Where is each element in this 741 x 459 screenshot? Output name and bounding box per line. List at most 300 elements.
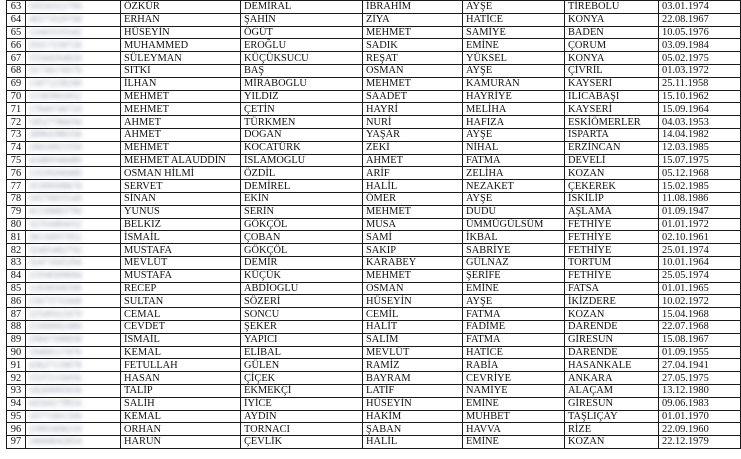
- row-number-cell: 70: [7, 90, 26, 103]
- redacted-id-text: 32354484432: [29, 218, 82, 229]
- birth-date-cell: 25.11.1958: [659, 77, 741, 90]
- birth-place-cell: KAYSERİ: [565, 103, 659, 116]
- id-number-redacted-cell: [26, 13, 121, 26]
- redacted-id-text: 35399598676: [29, 180, 82, 191]
- father-name-cell: HALİT: [363, 320, 463, 333]
- redacted-id-text: 11383962652: [29, 90, 82, 101]
- row-number-cell: 65: [7, 26, 26, 39]
- id-number-redacted-cell: [26, 116, 121, 129]
- birth-date-cell: 22.09.1960: [659, 423, 741, 436]
- id-number-redacted-cell: [26, 359, 121, 372]
- surname-cell: GÖKÇÖL: [241, 244, 363, 257]
- first-name-cell: SİNAN: [121, 192, 241, 205]
- mother-name-cell: KAMURAN: [463, 77, 565, 90]
- birth-date-cell: 05.12.1968: [659, 167, 741, 180]
- surname-cell: DEMİR: [241, 256, 363, 269]
- redacted-id-text: 35017230726: [29, 39, 82, 50]
- birth-date-cell: 22.12.1979: [659, 436, 741, 449]
- row-number-cell: 86: [7, 295, 26, 308]
- id-number-redacted-cell: [26, 90, 121, 103]
- redacted-id-text: 32471845294: [29, 257, 82, 268]
- mother-name-cell: AYŞE: [463, 64, 565, 77]
- surname-cell: DOĞAN: [241, 128, 363, 141]
- surname-cell: YAPICI: [241, 333, 363, 346]
- surname-cell: DEMİREL: [241, 180, 363, 193]
- surname-cell: BAŞ: [241, 64, 363, 77]
- father-name-cell: LATİF: [363, 384, 463, 397]
- surname-cell: ÖĞÜT: [241, 26, 363, 39]
- father-name-cell: MEHMET: [363, 205, 463, 218]
- first-name-cell: FETULLAH: [121, 359, 241, 372]
- table-row: [7, 231, 741, 244]
- row-number-cell: 77: [7, 180, 26, 193]
- birth-date-cell: 22.08.1967: [659, 13, 741, 26]
- id-number-redacted-cell: [26, 64, 121, 77]
- birth-place-cell: DEVELİ: [565, 154, 659, 167]
- surname-cell: ŞAHİN: [241, 13, 363, 26]
- table-row: [7, 1, 741, 14]
- redacted-id-text: 18269995936: [29, 385, 82, 396]
- first-name-cell: BELKIZ: [121, 218, 241, 231]
- birth-place-cell: DARENDE: [565, 346, 659, 359]
- mother-name-cell: FADİME: [463, 320, 565, 333]
- row-number-cell: 94: [7, 397, 26, 410]
- birth-date-cell: 15.08.1967: [659, 333, 741, 346]
- birth-date-cell: 09.06.1983: [659, 397, 741, 410]
- redacted-id-text: 18616921550: [29, 142, 82, 153]
- row-number-cell: 67: [7, 52, 26, 65]
- mother-name-cell: ZELİHA: [463, 167, 565, 180]
- birth-date-cell: 15.10.1962: [659, 90, 741, 103]
- table-row: [7, 372, 741, 385]
- table-row: [7, 205, 741, 218]
- table-row: [7, 308, 741, 321]
- first-name-cell: MUSTAFA: [121, 269, 241, 282]
- table-row: [7, 384, 741, 397]
- redacted-id-text: 31738176570: [29, 65, 82, 76]
- birth-place-cell: FETHİYE: [565, 269, 659, 282]
- surname-cell: YILDIZ: [241, 90, 363, 103]
- birth-place-cell: KOZAN: [565, 308, 659, 321]
- table-row: [7, 90, 741, 103]
- surname-cell: SONCU: [241, 308, 363, 321]
- birth-date-cell: 10.05.1976: [659, 26, 741, 39]
- father-name-cell: AHMET: [363, 154, 463, 167]
- birth-place-cell: TİREBOLU: [565, 1, 659, 14]
- mother-name-cell: FATMA: [463, 333, 565, 346]
- table-row: [7, 128, 741, 141]
- table-row: [7, 269, 741, 282]
- surname-cell: GÖKÇÖL: [241, 218, 363, 231]
- row-number-cell: 85: [7, 282, 26, 295]
- first-name-cell: CEMAL: [121, 308, 241, 321]
- birth-date-cell: 01.03.1972: [659, 64, 741, 77]
- redacted-id-text: 13339268480: [29, 167, 82, 178]
- surname-cell: ÖZDİL: [241, 167, 363, 180]
- table-row: [7, 180, 741, 193]
- first-name-cell: SÜLEYMAN: [121, 52, 241, 65]
- id-number-redacted-cell: [26, 1, 121, 14]
- table-row: [7, 282, 741, 295]
- father-name-cell: ARİF: [363, 167, 463, 180]
- mother-name-cell: MUHBET: [463, 410, 565, 423]
- mother-name-cell: SAMİYE: [463, 26, 565, 39]
- table-row: [7, 256, 741, 269]
- row-number-cell: 96: [7, 423, 26, 436]
- row-number-cell: 92: [7, 372, 26, 385]
- row-number-cell: 66: [7, 39, 26, 52]
- father-name-cell: OSMAN: [363, 282, 463, 295]
- row-number-cell: 75: [7, 154, 26, 167]
- birth-place-cell: ALAÇAM: [565, 384, 659, 397]
- redacted-id-text: 16556322790: [29, 1, 82, 12]
- birth-date-cell: 10.01.1964: [659, 256, 741, 269]
- table-row: [7, 333, 741, 346]
- redacted-id-text: 13071238180: [29, 78, 82, 89]
- birth-place-cell: ILICABAŞI: [565, 90, 659, 103]
- row-number-cell: 78: [7, 192, 26, 205]
- row-number-cell: 82: [7, 244, 26, 257]
- redacted-id-text: 29847598858: [29, 334, 82, 345]
- birth-date-cell: 01.01.1965: [659, 282, 741, 295]
- father-name-cell: MEVLÜT: [363, 346, 463, 359]
- redacted-id-text: 43627119878: [29, 359, 82, 370]
- surname-cell: EKMEKÇİ: [241, 384, 363, 397]
- mother-name-cell: AYŞE: [463, 295, 565, 308]
- surname-cell: GÜLEN: [241, 359, 363, 372]
- first-name-cell: MUHAMMED: [121, 39, 241, 52]
- redacted-id-text: 19408117876: [29, 346, 82, 357]
- id-number-redacted-cell: [26, 346, 121, 359]
- birth-place-cell: KOZAN: [565, 167, 659, 180]
- birth-place-cell: KONYA: [565, 52, 659, 65]
- father-name-cell: ŞABAN: [363, 423, 463, 436]
- id-number-redacted-cell: [26, 308, 121, 321]
- id-number-redacted-cell: [26, 295, 121, 308]
- father-name-cell: CEMİL: [363, 308, 463, 321]
- father-name-cell: ZİYA: [363, 13, 463, 26]
- mother-name-cell: İKBAL: [463, 231, 565, 244]
- table-row: [7, 192, 741, 205]
- table-row: [7, 141, 741, 154]
- table-row: [7, 436, 741, 449]
- father-name-cell: REŞAT: [363, 52, 463, 65]
- row-number-cell: 95: [7, 410, 26, 423]
- birth-place-cell: TAŞLIÇAY: [565, 410, 659, 423]
- row-number-cell: 83: [7, 256, 26, 269]
- redacted-id-text: 15344264826: [29, 52, 82, 63]
- row-number-cell: 76: [7, 167, 26, 180]
- birth-date-cell: 05.02.1975: [659, 52, 741, 65]
- id-number-redacted-cell: [26, 218, 121, 231]
- row-number-cell: 90: [7, 346, 26, 359]
- row-number-cell: 80: [7, 218, 26, 231]
- mother-name-cell: HAVVA: [463, 423, 565, 436]
- surname-cell: ÇEVLİK: [241, 436, 363, 449]
- row-number-cell: 69: [7, 77, 26, 90]
- surname-cell: ABDİOĞLU: [241, 282, 363, 295]
- id-number-redacted-cell: [26, 167, 121, 180]
- mother-name-cell: CEVRİYE: [463, 372, 565, 385]
- first-name-cell: KEMAL: [121, 410, 241, 423]
- birth-date-cell: 10.02.1972: [659, 295, 741, 308]
- birth-place-cell: ÇİVRİL: [565, 64, 659, 77]
- id-number-redacted-cell: [26, 52, 121, 65]
- father-name-cell: SADIK: [363, 39, 463, 52]
- row-number-cell: 68: [7, 64, 26, 77]
- father-name-cell: SAMİ: [363, 231, 463, 244]
- table-row: [7, 410, 741, 423]
- birth-date-cell: 14.04.1982: [659, 128, 741, 141]
- father-name-cell: MEHMET: [363, 77, 463, 90]
- table-row: [7, 26, 741, 39]
- table-row: [7, 346, 741, 359]
- id-number-redacted-cell: [26, 231, 121, 244]
- redacted-id-text: 46573529708: [29, 14, 82, 25]
- redacted-id-text: 28964388356: [29, 129, 82, 140]
- mother-name-cell: HATİCE: [463, 13, 565, 26]
- father-name-cell: ZEKİ: [363, 141, 463, 154]
- surname-cell: ÇİÇEK: [241, 372, 363, 385]
- table-row: [7, 397, 741, 410]
- redacted-id-text: 16576835540: [29, 193, 82, 204]
- birth-date-cell: 15.07.1975: [659, 154, 741, 167]
- birth-date-cell: 02.10.1961: [659, 231, 741, 244]
- table-row: [7, 52, 741, 65]
- birth-date-cell: 27.04.1941: [659, 359, 741, 372]
- first-name-cell: YUNUS: [121, 205, 241, 218]
- row-number-cell: 91: [7, 359, 26, 372]
- mother-name-cell: NİHAL: [463, 141, 565, 154]
- table-row: [7, 423, 741, 436]
- redacted-id-text: 41338883790: [29, 206, 82, 217]
- row-number-cell: 64: [7, 13, 26, 26]
- mother-name-cell: HATİCE: [463, 346, 565, 359]
- first-name-cell: KEMAL: [121, 346, 241, 359]
- id-number-redacted-cell: [26, 410, 121, 423]
- birth-date-cell: 22.07.1968: [659, 320, 741, 333]
- birth-date-cell: 25.05.1974: [659, 269, 741, 282]
- father-name-cell: SAADET: [363, 90, 463, 103]
- mother-name-cell: FATMA: [463, 308, 565, 321]
- birth-place-cell: ÇORUM: [565, 39, 659, 52]
- father-name-cell: HAKİM: [363, 410, 463, 423]
- birth-date-cell: 15.09.1964: [659, 103, 741, 116]
- birth-place-cell: DARENDE: [565, 320, 659, 333]
- first-name-cell: MEHMET: [121, 141, 241, 154]
- mother-name-cell: EMİNE: [463, 39, 565, 52]
- id-number-redacted-cell: [26, 39, 121, 52]
- birth-place-cell: ERZİNCAN: [565, 141, 659, 154]
- father-name-cell: NURİ: [363, 116, 463, 129]
- birth-place-cell: FETHİYE: [565, 218, 659, 231]
- id-number-redacted-cell: [26, 154, 121, 167]
- row-number-cell: 81: [7, 231, 26, 244]
- surname-cell: KÜÇÜK: [241, 269, 363, 282]
- birth-date-cell: 01.09.1955: [659, 346, 741, 359]
- id-number-redacted-cell: [26, 282, 121, 295]
- mother-name-cell: DUDU: [463, 205, 565, 218]
- first-name-cell: HASAN: [121, 372, 241, 385]
- first-name-cell: SALİH: [121, 397, 241, 410]
- mother-name-cell: ŞERİFE: [463, 269, 565, 282]
- first-name-cell: SULTAN: [121, 295, 241, 308]
- father-name-cell: HÜSEYİN: [363, 397, 463, 410]
- birth-place-cell: KOZAN: [565, 436, 659, 449]
- father-name-cell: MUSA: [363, 218, 463, 231]
- id-number-redacted-cell: [26, 244, 121, 257]
- mother-name-cell: AYŞE: [463, 192, 565, 205]
- father-name-cell: HALİL: [363, 436, 463, 449]
- table-row: [7, 218, 741, 231]
- birth-place-cell: AŞLAMA: [565, 205, 659, 218]
- father-name-cell: RAMİZ: [363, 359, 463, 372]
- row-number-cell: 73: [7, 128, 26, 141]
- first-name-cell: TALİP: [121, 384, 241, 397]
- father-name-cell: ÖMER: [363, 192, 463, 205]
- mother-name-cell: HAFIZA: [463, 116, 565, 129]
- redacted-id-text: 43480548480: [29, 154, 82, 165]
- birth-date-cell: 25.01.1974: [659, 244, 741, 257]
- birth-place-cell: FETHİYE: [565, 231, 659, 244]
- surname-cell: ÇETİN: [241, 103, 363, 116]
- redacted-id-text: 18527786056: [29, 116, 82, 127]
- redacted-id-text: 32405482792: [29, 244, 82, 255]
- surname-cell: TORNACI: [241, 423, 363, 436]
- redacted-id-text: 23993498210: [29, 423, 82, 434]
- id-number-redacted-cell: [26, 128, 121, 141]
- mother-name-cell: EMİNE: [463, 436, 565, 449]
- table-row: [7, 295, 741, 308]
- redacted-id-text: 15673731668: [29, 295, 82, 306]
- id-number-redacted-cell: [26, 436, 121, 449]
- first-name-cell: RECEP: [121, 282, 241, 295]
- table-row: [7, 244, 741, 257]
- id-number-redacted-cell: [26, 372, 121, 385]
- mother-name-cell: SABRİYE: [463, 244, 565, 257]
- birth-place-cell: ESKİÖMERLER: [565, 116, 659, 129]
- surname-cell: İYİCE: [241, 397, 363, 410]
- first-name-cell: İSMAİL: [121, 333, 241, 346]
- row-number-cell: 79: [7, 205, 26, 218]
- mother-name-cell: YÜKSEL: [463, 52, 565, 65]
- birth-place-cell: KAYSERİ: [565, 77, 659, 90]
- mother-name-cell: MELİHA: [463, 103, 565, 116]
- first-name-cell: ERHAN: [121, 13, 241, 26]
- mother-name-cell: FATMA: [463, 154, 565, 167]
- surname-cell: KÜÇÜKSUCU: [241, 52, 363, 65]
- row-number-cell: 72: [7, 116, 26, 129]
- birth-place-cell: BADEN: [565, 26, 659, 39]
- mother-name-cell: AYŞE: [463, 1, 565, 14]
- id-number-redacted-cell: [26, 256, 121, 269]
- birth-date-cell: 03.01.1974: [659, 1, 741, 14]
- id-number-redacted-cell: [26, 141, 121, 154]
- first-name-cell: CEVDET: [121, 320, 241, 333]
- table-row: [7, 167, 741, 180]
- first-name-cell: HÜSEYİN: [121, 26, 241, 39]
- surname-cell: AYDIN: [241, 410, 363, 423]
- surname-cell: MİRABOĞLU: [241, 77, 363, 90]
- father-name-cell: İBRAHİM: [363, 1, 463, 14]
- birth-place-cell: GİRESUN: [565, 333, 659, 346]
- id-number-redacted-cell: [26, 26, 121, 39]
- id-number-redacted-cell: [26, 384, 121, 397]
- birth-date-cell: 01.01.1972: [659, 218, 741, 231]
- redacted-id-text: 38116957952: [29, 231, 82, 242]
- redacted-id-text: 44344179916: [29, 398, 82, 409]
- birth-date-cell: 01.09.1947: [659, 205, 741, 218]
- birth-date-cell: 03.09.1984: [659, 39, 741, 52]
- father-name-cell: YAŞAR: [363, 128, 463, 141]
- id-number-redacted-cell: [26, 269, 121, 282]
- birth-place-cell: İKİZDERE: [565, 295, 659, 308]
- row-number-cell: 84: [7, 269, 26, 282]
- id-number-redacted-cell: [26, 103, 121, 116]
- surname-cell: KOCATÜRK: [241, 141, 363, 154]
- father-name-cell: SAKIP: [363, 244, 463, 257]
- birth-place-cell: KONYA: [565, 13, 659, 26]
- first-name-cell: MEVLÜT: [121, 256, 241, 269]
- surname-cell: SERİN: [241, 205, 363, 218]
- first-name-cell: AHMET: [121, 128, 241, 141]
- birth-place-cell: ÇEKEREK: [565, 180, 659, 193]
- table-row: [7, 359, 741, 372]
- birth-place-cell: ISPARTA: [565, 128, 659, 141]
- birth-place-cell: ANKARA: [565, 372, 659, 385]
- mother-name-cell: HAYRİYE: [463, 90, 565, 103]
- id-number-redacted-cell: [26, 180, 121, 193]
- father-name-cell: HALİL: [363, 180, 463, 193]
- first-name-cell: İSMAİL: [121, 231, 241, 244]
- id-number-redacted-cell: [26, 320, 121, 333]
- surname-cell: EROĞLU: [241, 39, 363, 52]
- table-row: [7, 64, 741, 77]
- father-name-cell: BAYRAM: [363, 372, 463, 385]
- father-name-cell: MEHMET: [363, 26, 463, 39]
- table-row: [7, 13, 741, 26]
- mother-name-cell: ÜMMÜGÜLSÜM: [463, 218, 565, 231]
- redacted-id-text: 21666062480: [29, 321, 82, 332]
- first-name-cell: SITKI: [121, 64, 241, 77]
- id-number-redacted-cell: [26, 205, 121, 218]
- surname-cell: DEMİRAL: [241, 1, 363, 14]
- father-name-cell: SALİM: [363, 333, 463, 346]
- id-number-redacted-cell: [26, 423, 121, 436]
- first-name-cell: MEHMET: [121, 90, 241, 103]
- father-name-cell: OSMAN: [363, 64, 463, 77]
- surname-cell: ELİBAL: [241, 346, 363, 359]
- row-number-cell: 74: [7, 141, 26, 154]
- mother-name-cell: AYŞE: [463, 128, 565, 141]
- father-name-cell: HAYRİ: [363, 103, 463, 116]
- first-name-cell: MUSTAFA: [121, 244, 241, 257]
- birth-date-cell: 15.02.1985: [659, 180, 741, 193]
- first-name-cell: ORHAN: [121, 423, 241, 436]
- surname-cell: ŞEKER: [241, 320, 363, 333]
- birth-date-cell: 01.01.1970: [659, 410, 741, 423]
- first-name-cell: SERVET: [121, 180, 241, 193]
- table-row: [7, 320, 741, 333]
- surname-cell: İSLAMOĞLU: [241, 154, 363, 167]
- birth-place-cell: HASANKALE: [565, 359, 659, 372]
- mother-name-cell: EMİNE: [463, 282, 565, 295]
- first-name-cell: ÖZKÜR: [121, 1, 241, 14]
- birth-date-cell: 12.03.1985: [659, 141, 741, 154]
- birth-date-cell: 13.12.1980: [659, 384, 741, 397]
- mother-name-cell: NEZAKET: [463, 180, 565, 193]
- redacted-id-text: 10771601306: [29, 410, 82, 421]
